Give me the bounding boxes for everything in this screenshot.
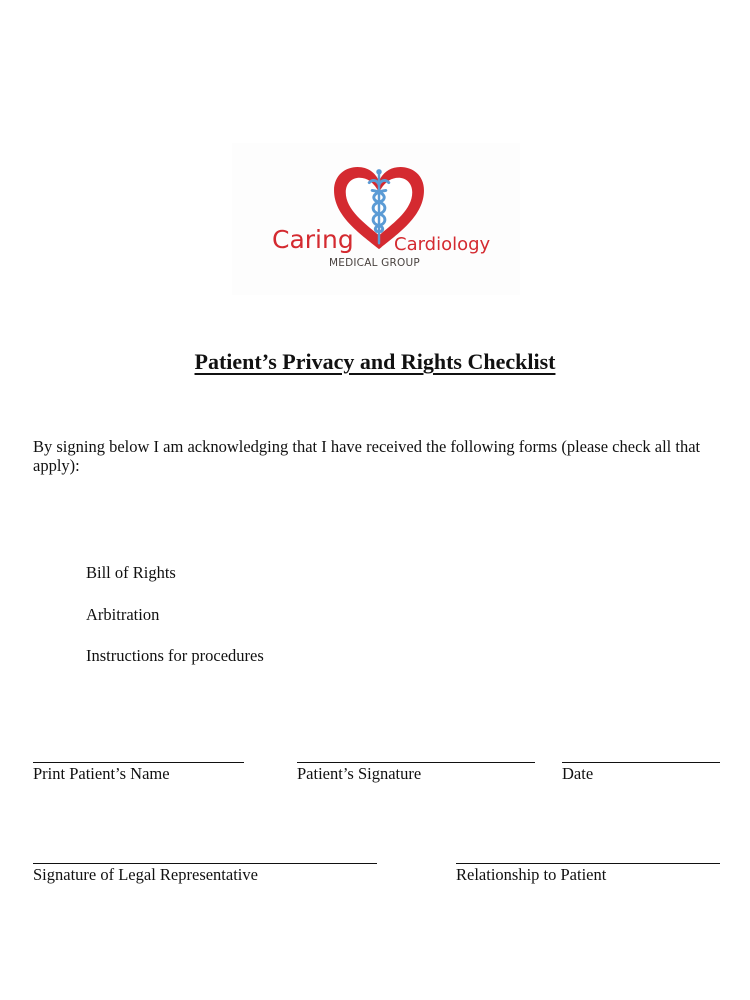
logo-word-cardiology: Cardiology [394,234,491,255]
relationship-label: Relationship to Patient [456,865,607,884]
form-item-instructions[interactable]: Instructions for procedures [86,646,264,665]
logo [232,143,520,295]
date-line[interactable] [562,762,720,763]
legal-representative-line[interactable] [33,863,377,864]
patient-signature-label: Patient’s Signature [297,764,422,783]
logo-word-caring: Caring [272,225,354,254]
intro-paragraph: By signing below I am acknowledging that I have received the following forms (please check all that apply): [33,437,701,475]
date-label: Date [562,764,594,783]
patient-name-label: Print Patient’s Name [33,764,170,783]
patient-name-line[interactable] [33,762,244,763]
form-item-bill-of-rights[interactable]: Bill of Rights [86,563,176,582]
page-title: Patient’s Privacy and Rights Checklist [194,349,556,374]
relationship-line[interactable] [456,863,720,864]
form-item-arbitration[interactable]: Arbitration [86,605,160,624]
patient-signature-line[interactable] [297,762,535,763]
logo-subtitle: MEDICAL GROUP [329,257,420,269]
legal-representative-label: Signature of Legal Representative [33,865,258,884]
